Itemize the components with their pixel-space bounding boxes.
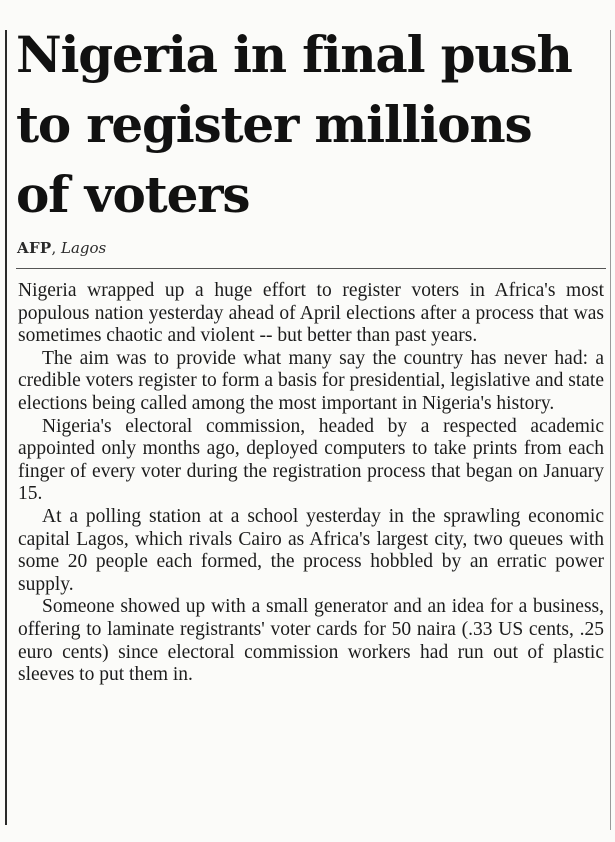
byline-separator: ,: [51, 239, 62, 257]
article-paragraph-5: Someone showed up with a small generator and an idea for a business, offering to laminate registrants' voter cards for 50 naira (.33 US cents, .25 euro cents) since electoral commission workers had run out of plastic sleeves to put them in.: [18, 596, 604, 686]
column-rule-left: [5, 30, 7, 825]
byline-place: Lagos: [61, 239, 107, 257]
article-paragraph-2: The aim was to provide what many say the country has never had: a credible voters register to form a basis for presidential, legislative and state elections being called among the most important in Nigeria's history.: [18, 347, 604, 414]
headline-line-1: Nigeria in final push: [16, 25, 572, 84]
article-paragraph-1: Nigeria wrapped up a huge effort to register voters in Africa's most populous nation yesterday ahead of April elections after a process that was sometimes chaotic and violent -- but better than past years.: [18, 280, 604, 347]
byline: [17, 238, 106, 258]
byline-agency: AFP: [17, 239, 52, 257]
headline-line-3: of voters: [16, 165, 250, 224]
article-paragraph-4: At a polling station at a school yesterday in the sprawling economic capital Lagos, which rivals Cairo as Africa's largest city, two queues with some 20 people each formed, the process hobbled by an erratic power supply.: [18, 505, 604, 595]
headline-line-2: to register millions: [16, 95, 532, 154]
article-body: [18, 280, 604, 687]
article-paragraph-3: Nigeria's electoral commission, headed by a respected academic appointed only months ago, deployed computers to take prints from each finger of every voter during the registration process that began on January 15.: [18, 415, 604, 505]
column-rule-right: [610, 30, 611, 830]
article-headline: [16, 20, 608, 230]
byline-divider: [16, 268, 606, 269]
